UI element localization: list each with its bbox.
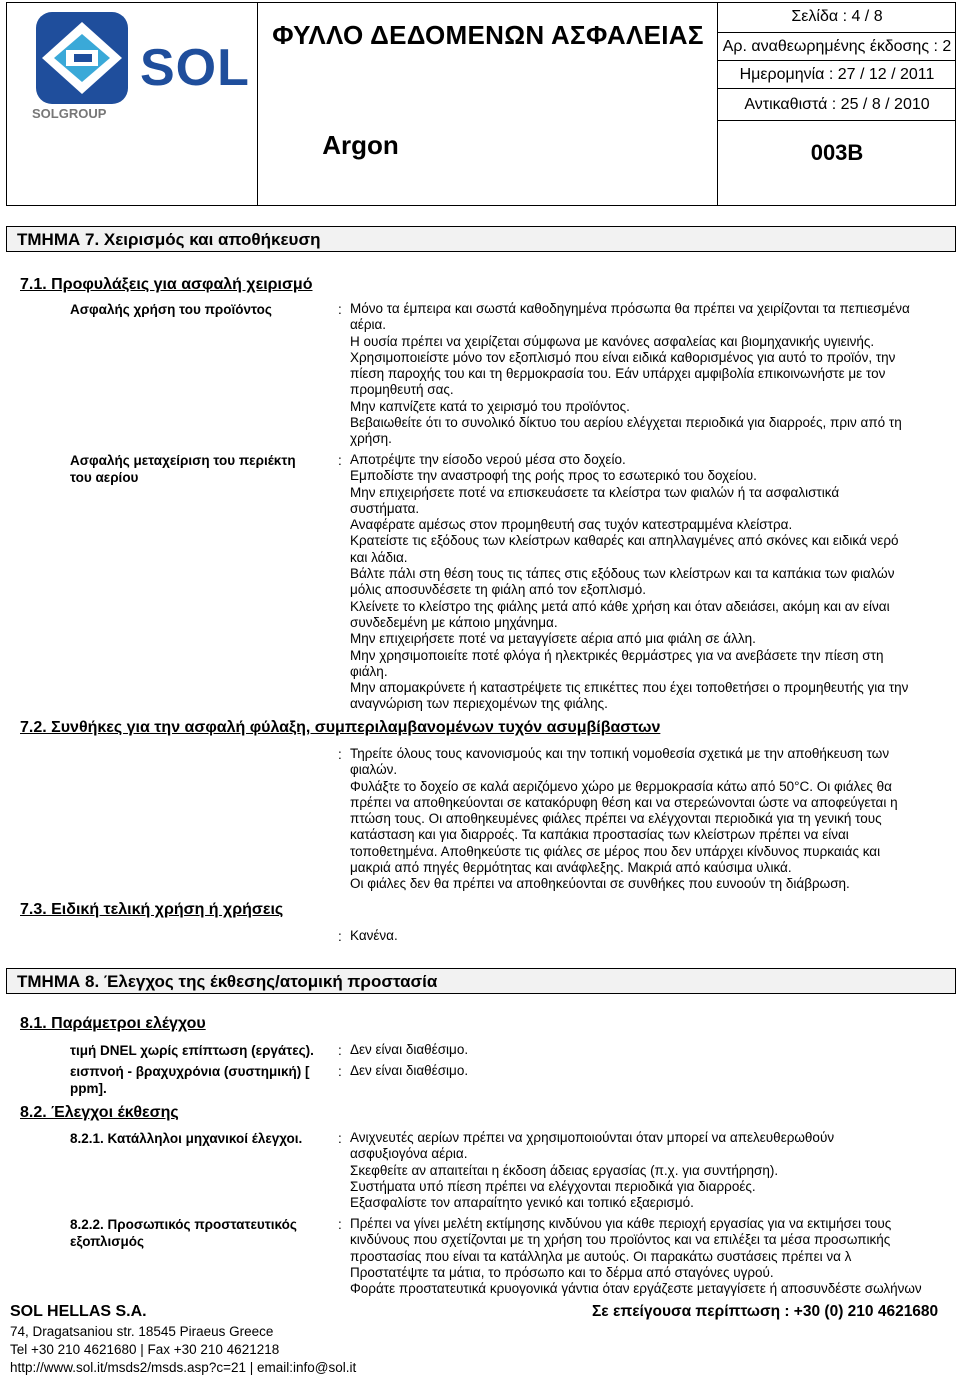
footer-emergency-phone: Σε επείγουσα περίπτωση : +30 (0) 210 4621680 (592, 1303, 939, 1320)
revision-number: Αρ. αναθεωρημένης έκδοσης : 2 (722, 38, 952, 55)
section-7-heading: ΤΜΗΜΑ 7. Χειρισμός και αποθήκευση (6, 226, 956, 252)
colon: : (338, 302, 342, 317)
footer-company: SOL HELLAS S.A. (10, 1303, 147, 1320)
footer-address: 74, Dragatsaniou str. 18545 Piraeus Greece (10, 1324, 274, 1339)
header-divider (718, 32, 956, 33)
colon: : (338, 747, 342, 762)
colon: : (338, 1131, 342, 1146)
colon: : (338, 453, 342, 468)
dnel-label: τιμή DNEL χωρίς επίπτωση (εργάτες). (70, 1043, 314, 1058)
colon: : (338, 1043, 342, 1058)
inhalation-value: Δεν είναι διαθέσιμο. (350, 1063, 469, 1078)
product-name: Argon (322, 130, 399, 160)
header-divider (718, 120, 956, 121)
page-number: Σελίδα : 4 / 8 (791, 8, 883, 25)
footer-phone: Tel +30 210 4621680 | Fax +30 210 4621218 (10, 1342, 280, 1357)
storage-conditions-text: Τηρείτε όλους τους κανονισμούς και την τοπική νομοθεσία σχετικά με την αποθήκευση των φιαλών. Φυλάξτε το δοχείο σε καλά αεριζόμενο χώρο με θερμοκρασία κάτω από 50°C. Οι φιάλες θα πρέπει να αποθηκεύονται σε κατακόρυφη θέση και να στερεώνονται ώστε να αποφεύγεται η πτώση τους. Οι αποθηκευμένες φιάλες πρέπει να ελέγχονται περιοδικά για τη γενική τους κατάσταση και για διαρροές. Τα καπάκια προστασίας των κλείστρων πρέπει να είναι τοποθετημένα. Αποθηκεύστε τις φιάλες σε μέρος που δεν υπάρχει κίνδυνος πυρκαιάς και μακριά από πηγές θερμότητας και ανάφλεξης. Μακριά από καύσιμα υλικά. Οι φιάλες δεν θα πρέπει να αποθηκεύονται σε συνθήκες που ευνοούν τη διάβρωση. (350, 746, 898, 892)
section-8-heading: ΤΜΗΜΑ 8. Έλεγχος της έκθεσης/ατομική προστασία (6, 968, 956, 994)
footer-web: http://www.sol.it/msds2/msds.asp?c=21 | email:info@sol.it (10, 1360, 357, 1375)
inhalation-label: εισπνοή - βραχυχρόνια (συστημική) [ ppm]. (70, 1064, 310, 1096)
replaces-date: Αντικαθιστά : 25 / 8 / 2010 (744, 96, 930, 113)
logo-subtext: SOLGROUP (32, 106, 107, 121)
ppe-label: 8.2.2. Προσωπικός προστατευτικός εξοπλισμός (70, 1217, 297, 1249)
subsection-7-2-heading: 7.2. Συνθήκες για την ασφαλή φύλαξη, συμπεριλαμβανομένων τυχόν ασυμβίβαστων (20, 719, 661, 736)
issue-date: Ημερομηνία : 27 / 12 / 2011 (739, 66, 935, 83)
safe-use-label: Ασφαλής χρήση του προϊόντος (70, 302, 272, 317)
subsection-7-3-heading: 7.3. Ειδική τελική χρήση ή χρήσεις (20, 901, 284, 918)
colon: : (338, 929, 342, 944)
colon: : (338, 1217, 342, 1232)
subsection-8-1-heading: 8.1. Παράμετροι ελέγχου (20, 1015, 206, 1032)
specific-end-use-value: Κανένα. (350, 928, 398, 943)
logo-wordmark: SOL (140, 39, 250, 97)
container-handling-text: Αποτρέψτε την είσοδο νερού μέσα στο δοχείο. Εμποδίστε την αναστροφή της ροής προς το εσωτερικό του δοχείου. Μην επιχειρήσετε ποτέ να επισκευάσετε τα κλείστρα των φιαλών ή τα ασφαλιστικά συστήματα. Αναφέρατε αμέσως στον προμηθευτή σας τυχόν κατεστραμμένα κλείστρα. Κρατείστε τις εξόδους των κλείστρων καθαρές και απηλλαγμένες από σκόνες και ειδικά νερό και λάδια. Βάλτε πάλι στη θέση τους τις τάπες στις εξόδους των κλείστρων και τα καπάκια των φιαλών μόλις αποσυνδέσετε τη φιάλη από τον εξοπλισμό. Κλείνετε το κλείστρο της φιάλης μετά από κάθε χρήση και όταν αδειάσει, ακόμη και αν είναι συνδεδεμένη με κάποιο μηχάνημα. Μην επιχειρήσετε ποτέ να μεταγγίσετε αέρια από μια φιάλη σε άλλη. Μην χρησιμοποιείτε ποτέ φλόγα ή ηλεκτρικές θερμάστρες για να ανεβάσετε την πίεση στη φιάλη. Μην απομακρύνετε ή καταστρέψετε τις επικέττες που έχει τοποθετήσει ο προμηθευτής για την αναγνώριση των περιεχομένων της φιάλης. (350, 452, 909, 712)
header-divider (718, 88, 956, 89)
subsection-7-1-heading: 7.1. Προφυλάξεις για ασφαλή χειρισμό (20, 276, 313, 293)
product-code: 003B (810, 140, 864, 165)
engineering-controls-text: Ανιχνευτές αερίων πρέπει να χρησιμοποιούνται όταν μπορεί να απελευθερωθούν ασφυξιογόνα αέρια. Σκεφθείτε αν απαιτείται η έκδοση άδειας εργασίας (π.χ. για συντήρηση). Συστήματα υπό πίεση πρέπει να ελέγχονται περιοδικά για διαρροές. Εξασφαλίστε τον απαραίτητο γενικό και τοπικό εξαερισμό. (350, 1130, 835, 1211)
safe-use-text: Μόνο τα έμπειρα και σωστά καθοδηγημένα πρόσωπα θα πρέπει να χειρίζονται τα πεπιεσμένα αέρια. Η ουσία πρέπει να χειρίζεται σύμφωνα με κανόνες ασφαλείας και βιομηχανικής υγιεινής. Χρησιμοποιείστε μόνο τον εξοπλισμό που είναι ειδικά καθορισμένος για αυτό το προϊόν, την πίεση παροχής του και τη θερμοκρασία του. Εάν υπάρχει αμφιβολία επικοινωνήστε με τον προμηθευτή σας. Μην καπνίζετε κατά το χειρισμό του προϊόντος. Βεβαιωθείτε ότι το συνολικό δίκτυο του αερίου ελέγχεται περιοδικά για διαρροές, πριν από τη χρήση. (350, 301, 910, 447)
header-divider (718, 60, 956, 61)
container-handling-label: Ασφαλής μεταχείριση του περιέκτη του αερίου (70, 453, 296, 485)
dnel-value: Δεν είναι διαθέσιμο. (350, 1042, 469, 1057)
ppe-text: Πρέπει να γίνει μελέτη εκτίμησης κινδύνου για κάθε περιοχή εργασίας για να εκτιμήσει τους κινδύνους που σχετίζονται με τη χρήση του προϊόντος και να επιλέξει τα μέσα προσωπικής προστασίας που είναι τα κατάλληλα με αυτούς. Οι παρακάτω συστάσεις πρέπει να λ Προστατέψτε τα μάτια, το πρόσωπο και το δέρμα από σταγόνες υγρού. Φοράτε προστατευτικά κρυογονικά γάντια όταν εργάζεστε μεταγγίσετε ή αποσυνδέστε σωλήνων (350, 1216, 922, 1297)
engineering-controls-label: 8.2.1. Κατάλληλοι μηχανικοί έλεγχοι. (70, 1131, 303, 1146)
company-logo (14, 10, 250, 125)
document-title: ΦΥΛΛΟ ΔΕΔΟΜΕΝΩΝ ΑΣΦΑΛΕΙΑΣ (272, 20, 704, 50)
subsection-8-2-heading: 8.2. Έλεγχοι έκθεσης (20, 1104, 179, 1121)
colon: : (338, 1064, 342, 1079)
